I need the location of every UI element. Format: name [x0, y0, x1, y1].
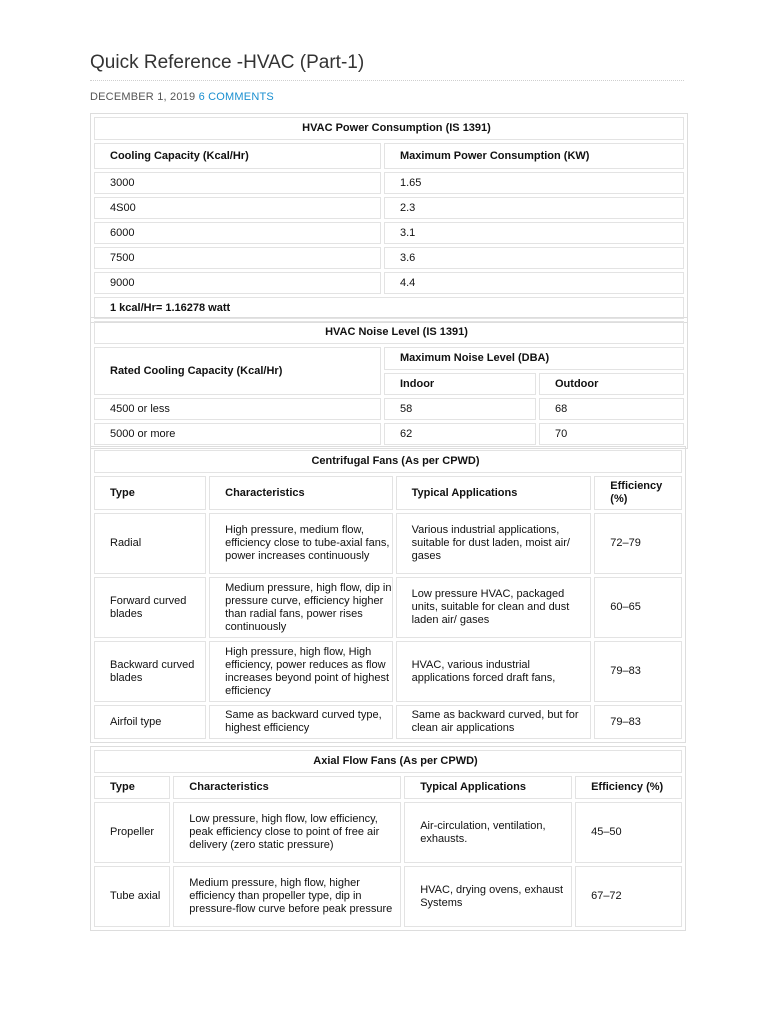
table-cell: 60–65: [594, 577, 682, 638]
table-cell: Air-circulation, ventilation, exhausts.: [404, 802, 572, 863]
table-cell: 3.1: [384, 222, 684, 244]
table-cell: HVAC, various industrial applications forced draft fans,: [396, 641, 592, 702]
table-row: [94, 705, 682, 739]
table-row: [94, 247, 684, 269]
table-footnote: 1 kcal/Hr= 1.16278 watt: [94, 297, 684, 319]
table-cell: High pressure, high flow, High efficiency, power reduces as flow increases beyond point of highest efficiency: [209, 641, 392, 702]
table-cell: 5000 or more: [94, 423, 381, 445]
comments-link[interactable]: 6 COMMENTS: [198, 91, 274, 103]
table-cell: Tube axial: [94, 866, 170, 927]
table-cell: 79–83: [594, 705, 682, 739]
table-cell: 2.3: [384, 197, 684, 219]
post-date: DECEMBER 1, 2019: [90, 91, 196, 103]
power-consumption-table: [90, 113, 688, 323]
column-header: Cooling Capacity (Kcal/Hr): [94, 143, 381, 169]
table-row: [94, 423, 684, 445]
table-cell: Radial: [94, 513, 206, 574]
table-cell: HVAC, drying ovens, exhaust Systems: [404, 866, 572, 927]
column-header: Type: [94, 476, 206, 510]
table-row: [94, 641, 682, 702]
post-meta: [90, 91, 274, 103]
table-cell: 45–50: [575, 802, 682, 863]
column-header: Characteristics: [173, 776, 401, 799]
column-header: Efficiency (%): [575, 776, 682, 799]
table-row: [94, 222, 684, 244]
title-divider: [90, 80, 684, 81]
table-caption: Centrifugal Fans (As per CPWD): [94, 450, 682, 473]
column-header: Type: [94, 776, 170, 799]
table-row: [94, 398, 684, 420]
table-cell: 70: [539, 423, 684, 445]
table-row: [94, 802, 682, 863]
table-cell: 3000: [94, 172, 381, 194]
axial-fans-section: [90, 746, 686, 931]
column-header: Efficiency (%): [594, 476, 682, 510]
table-cell: 4500 or less: [94, 398, 381, 420]
table-cell: Low pressure HVAC, packaged units, suitable for clean and dust laden air/ gases: [396, 577, 592, 638]
column-header: Characteristics: [209, 476, 392, 510]
table-cell: Backward curved blades: [94, 641, 206, 702]
table-row: [94, 866, 682, 927]
noise-level-section: [90, 317, 686, 449]
column-header: Maximum Noise Level (DBA): [384, 347, 684, 370]
column-header: Indoor: [384, 373, 536, 395]
table-cell: Medium pressure, high flow, dip in pressure curve, efficiency higher than radial fans, power rises continuously: [209, 577, 392, 638]
table-cell: Low pressure, high flow, low efficiency, peak efficiency close to point of free air delivery (zero static pressure): [173, 802, 401, 863]
table-cell: 9000: [94, 272, 381, 294]
table-row: [94, 197, 684, 219]
table-row: [94, 577, 682, 638]
table-cell: 4.4: [384, 272, 684, 294]
table-cell: Forward curved blades: [94, 577, 206, 638]
table-cell: 68: [539, 398, 684, 420]
table-cell: 4S00: [94, 197, 381, 219]
table-cell: Propeller: [94, 802, 170, 863]
column-header: Typical Applications: [396, 476, 592, 510]
noise-level-table: [90, 317, 688, 449]
table-cell: 7500: [94, 247, 381, 269]
axial-fans-table: [90, 746, 686, 931]
column-header: Typical Applications: [404, 776, 572, 799]
centrifugal-fans-section: [90, 446, 686, 743]
centrifugal-fans-table: [90, 446, 686, 743]
column-header: Rated Cooling Capacity (Kcal/Hr): [94, 347, 381, 395]
table-cell: 58: [384, 398, 536, 420]
table-cell: 1.65: [384, 172, 684, 194]
table-row: [94, 513, 682, 574]
table-row: [94, 172, 684, 194]
table-cell: Medium pressure, high flow, higher efficiency than propeller type, dip in pressure-flow curve before peak pressure: [173, 866, 401, 927]
table-cell: 6000: [94, 222, 381, 244]
table-cell: 3.6: [384, 247, 684, 269]
table-caption: HVAC Noise Level (IS 1391): [94, 321, 684, 344]
table-cell: Same as backward curved, but for clean air applications: [396, 705, 592, 739]
power-consumption-section: [90, 113, 686, 323]
column-header: Outdoor: [539, 373, 684, 395]
table-cell: 62: [384, 423, 536, 445]
table-caption: HVAC Power Consumption (IS 1391): [94, 117, 684, 140]
table-cell: Various industrial applications, suitable for dust laden, moist air/ gases: [396, 513, 592, 574]
table-cell: 79–83: [594, 641, 682, 702]
table-row: [94, 272, 684, 294]
table-cell: 67–72: [575, 866, 682, 927]
table-cell: High pressure, medium flow, efficiency close to tube-axial fans, power increases continuously: [209, 513, 392, 574]
table-cell: Airfoil type: [94, 705, 206, 739]
column-header: Maximum Power Consumption (KW): [384, 143, 684, 169]
table-caption: Axial Flow Fans (As per CPWD): [94, 750, 682, 773]
table-cell: 72–79: [594, 513, 682, 574]
page-title: Quick Reference -HVAC (Part-1): [90, 52, 365, 73]
table-cell: Same as backward curved type, highest efficiency: [209, 705, 392, 739]
